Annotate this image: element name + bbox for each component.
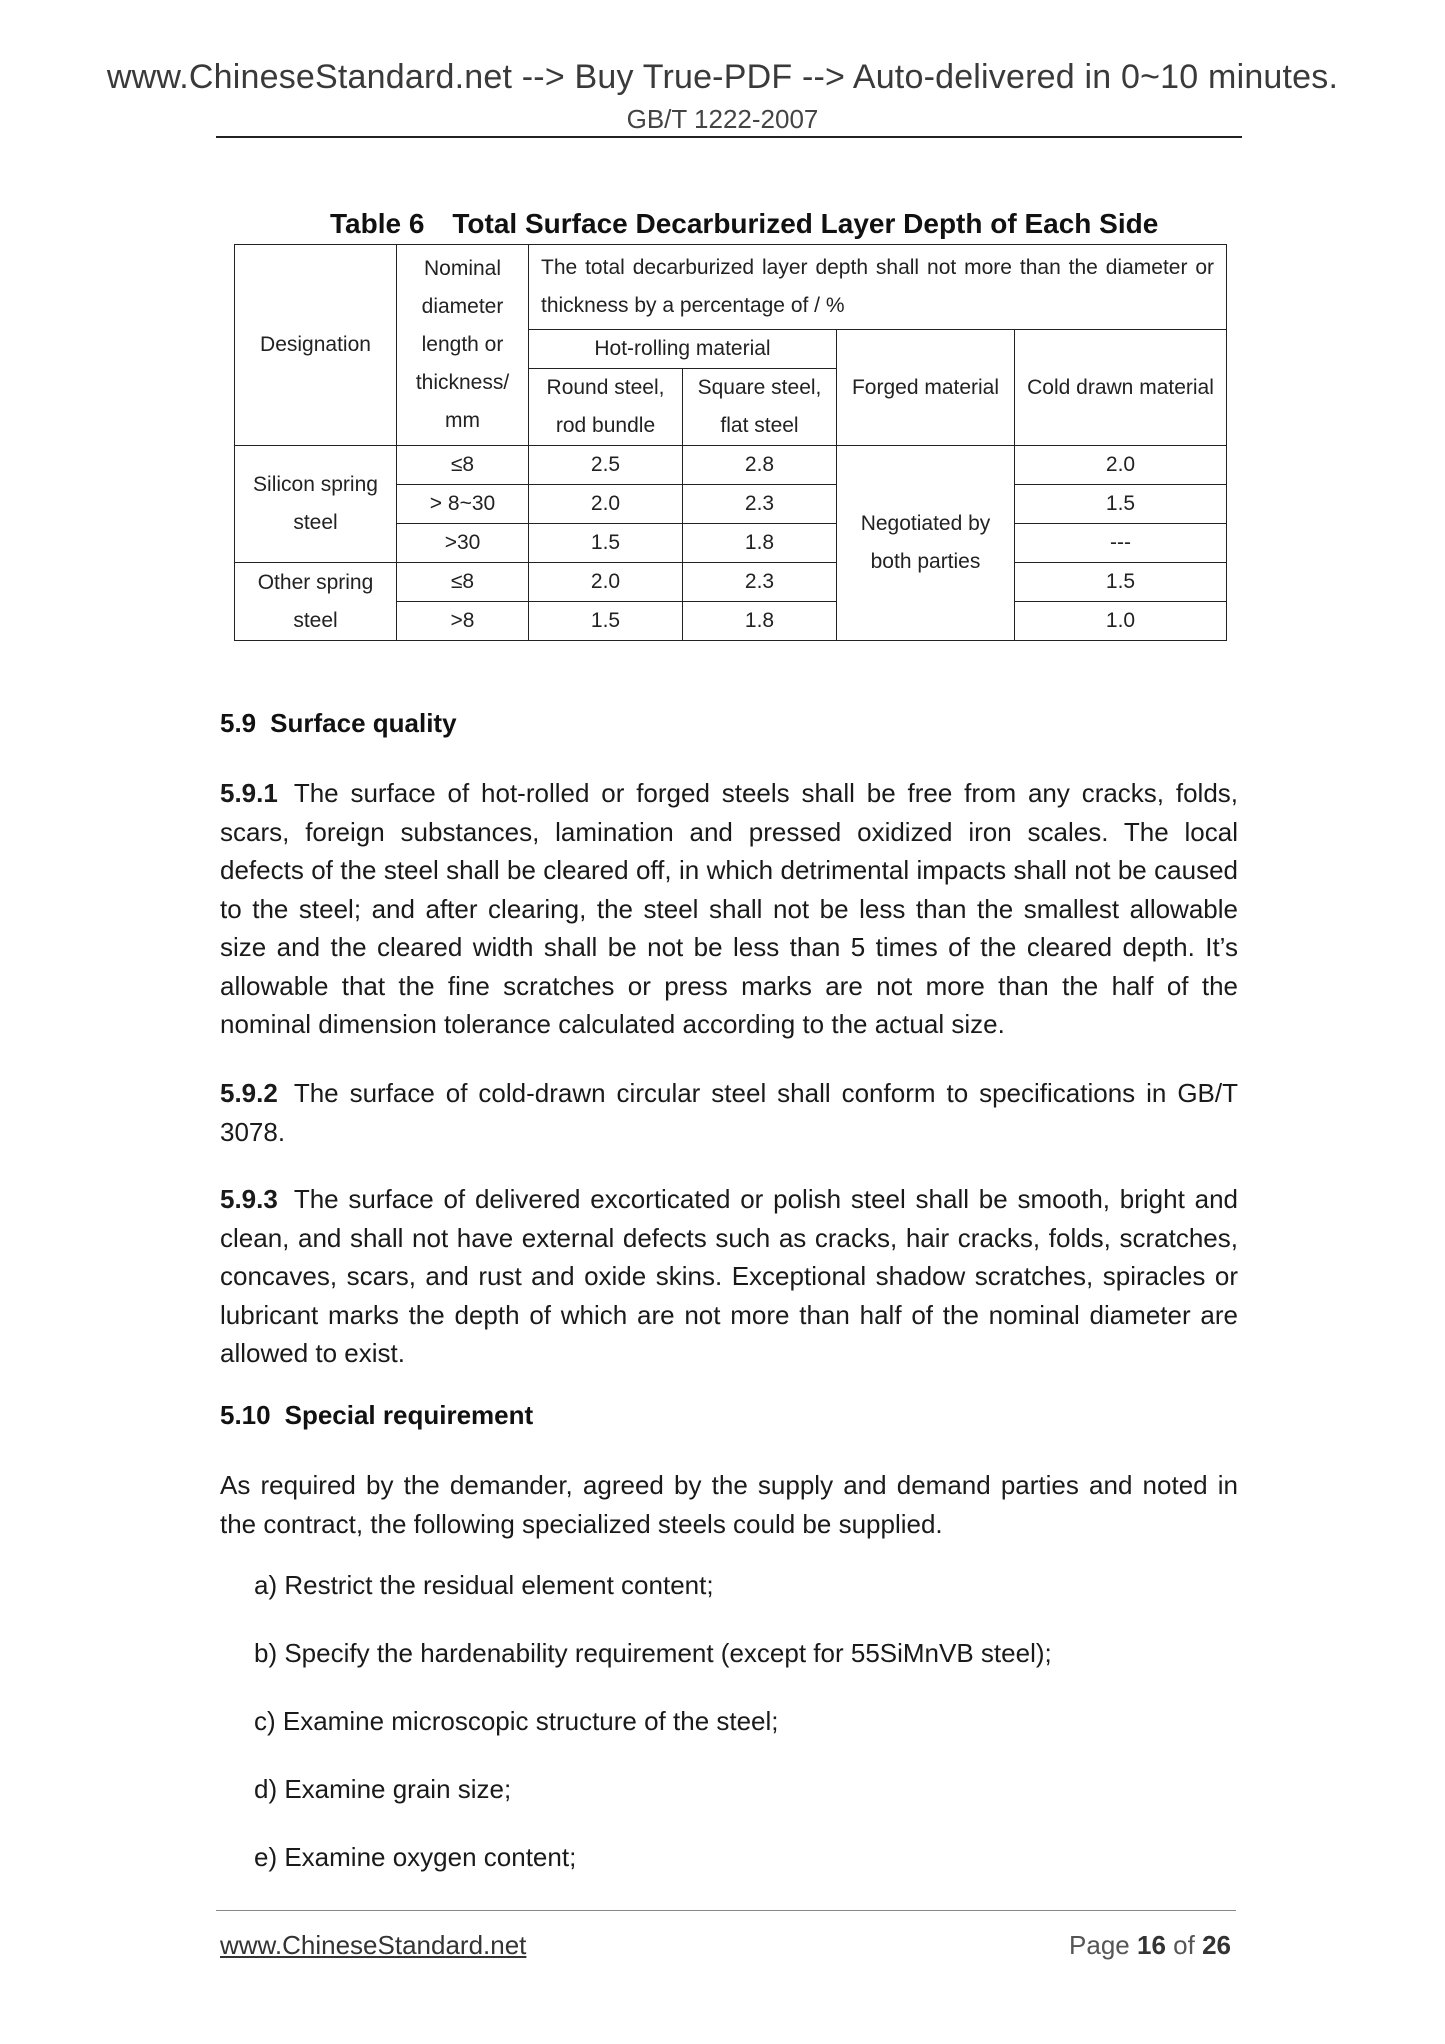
section-title: Surface quality <box>270 708 457 738</box>
cell-size: >30 <box>397 524 529 563</box>
list-item: b) Specify the hardenability requirement (except for 55SiMnVB steel); <box>254 1638 1052 1668</box>
decarburization-table <box>234 244 1227 641</box>
clause-number: 5.9.2 <box>220 1078 278 1108</box>
clause-text: The surface of hot-rolled or forged steels shall be free from any cracks, folds, scars, foreign substances, lamination and pressed oxidized iron scales. The local defects of the steel shall be cleared off, in which detrimental impacts shall not be caused to the steel; and after clearing, the steel shall not be less than the smallest allowable size and the cleared width shall be not be less than 5 times of the cleared depth. It’s allowable that the fine scratches or press marks are not more than the half of the nominal dimension tolerance calculated according to the actual size. <box>220 778 1238 1039</box>
clause-text: The surface of cold-drawn circular steel shall conform to specifications in GB/T 3078. <box>220 1078 1238 1147</box>
table-header-row <box>235 245 1227 330</box>
cell-cold: 1.0 <box>1015 602 1227 641</box>
group-other: Other spring steel <box>235 563 397 641</box>
cell-cold: 2.0 <box>1015 446 1227 485</box>
paragraph-5-10: As required by the demander, agreed by the supply and demand parties and noted in the contract, the following specialized steels could be supplied. <box>220 1470 1238 1539</box>
table-title: Total Surface Decarburized Layer Depth of Each Side <box>452 208 1159 239</box>
table-row <box>235 446 1227 485</box>
header-banner: www.ChineseStandard.net --> Buy True-PDF --> Auto-delivered in 0~10 minutes. <box>106 58 1339 96</box>
list-item: a) Restrict the residual element content; <box>254 1570 714 1600</box>
cell-round: 2.5 <box>529 446 683 485</box>
section-number: 5.10 <box>220 1400 271 1430</box>
section-number: 5.9 <box>220 708 257 738</box>
page-indicator <box>1069 1930 1231 1961</box>
cell-square: 1.8 <box>683 602 837 641</box>
table-row <box>235 563 1227 602</box>
cell-forged-negotiated: Negotiated by both parties <box>837 446 1015 641</box>
clause-number: 5.9.1 <box>220 778 278 808</box>
cell-round: 1.5 <box>529 524 683 563</box>
footer-website-link[interactable]: www.ChineseStandard.net <box>220 1930 527 1960</box>
cell-round: 2.0 <box>529 563 683 602</box>
table-caption <box>330 208 1158 240</box>
paragraph-5-9-2 <box>220 1074 1238 1151</box>
clause-text: The surface of delivered excorticated or polish steel shall be smooth, bright and clean, and shall not have external defects such as cracks, hair cracks, folds, scratches, concaves, scars, and rust and oxide skins. Exceptional shadow scratches, spiracles or lubricant marks the depth of which are not more than half of the nominal diameter are allowed to exist. <box>220 1184 1238 1368</box>
header-forged: Forged material <box>837 330 1015 446</box>
header-divider <box>216 136 1242 138</box>
cell-size: > 8~30 <box>397 485 529 524</box>
cell-size: ≤8 <box>397 446 529 485</box>
header-nominal: Nominal diameter length or thickness/ mm <box>397 245 529 446</box>
cell-round: 2.0 <box>529 485 683 524</box>
page-total: 26 <box>1202 1930 1231 1960</box>
footer-divider <box>216 1910 1236 1911</box>
header-total-depth: The total decarburized layer depth shall not more than the diameter or thickness by a percentage of / % <box>529 245 1227 330</box>
cell-cold: --- <box>1015 524 1227 563</box>
section-heading-5-9 <box>220 708 457 739</box>
header-round-steel: Round steel, rod bundle <box>529 369 683 446</box>
cell-round: 1.5 <box>529 602 683 641</box>
page-current: 16 <box>1137 1930 1166 1960</box>
header-designation: Designation <box>235 245 397 446</box>
list-item: c) Examine microscopic structure of the steel; <box>254 1706 779 1736</box>
header-square-steel: Square steel, flat steel <box>683 369 837 446</box>
group-silicon: Silicon spring steel <box>235 446 397 563</box>
list-item: e) Examine oxygen content; <box>254 1842 577 1872</box>
cell-size: ≤8 <box>397 563 529 602</box>
page-word: Page <box>1069 1930 1130 1960</box>
cell-square: 2.3 <box>683 563 837 602</box>
page-of: of <box>1173 1930 1195 1960</box>
standard-number: GB/T 1222-2007 <box>626 104 819 134</box>
section-title: Special requirement <box>284 1400 534 1430</box>
header-hot-rolling: Hot-rolling material <box>529 330 837 369</box>
paragraph-5-9-1 <box>220 774 1238 1044</box>
header-cold-drawn: Cold drawn material <box>1015 330 1227 446</box>
table-number: Table 6 <box>330 208 425 239</box>
cell-cold: 1.5 <box>1015 563 1227 602</box>
cell-size: >8 <box>397 602 529 641</box>
cell-square: 2.3 <box>683 485 837 524</box>
cell-cold: 1.5 <box>1015 485 1227 524</box>
list-item: d) Examine grain size; <box>254 1774 512 1804</box>
cell-square: 2.8 <box>683 446 837 485</box>
paragraph-5-9-3 <box>220 1180 1238 1373</box>
cell-square: 1.8 <box>683 524 837 563</box>
clause-number: 5.9.3 <box>220 1184 278 1214</box>
section-heading-5-10 <box>220 1400 533 1431</box>
